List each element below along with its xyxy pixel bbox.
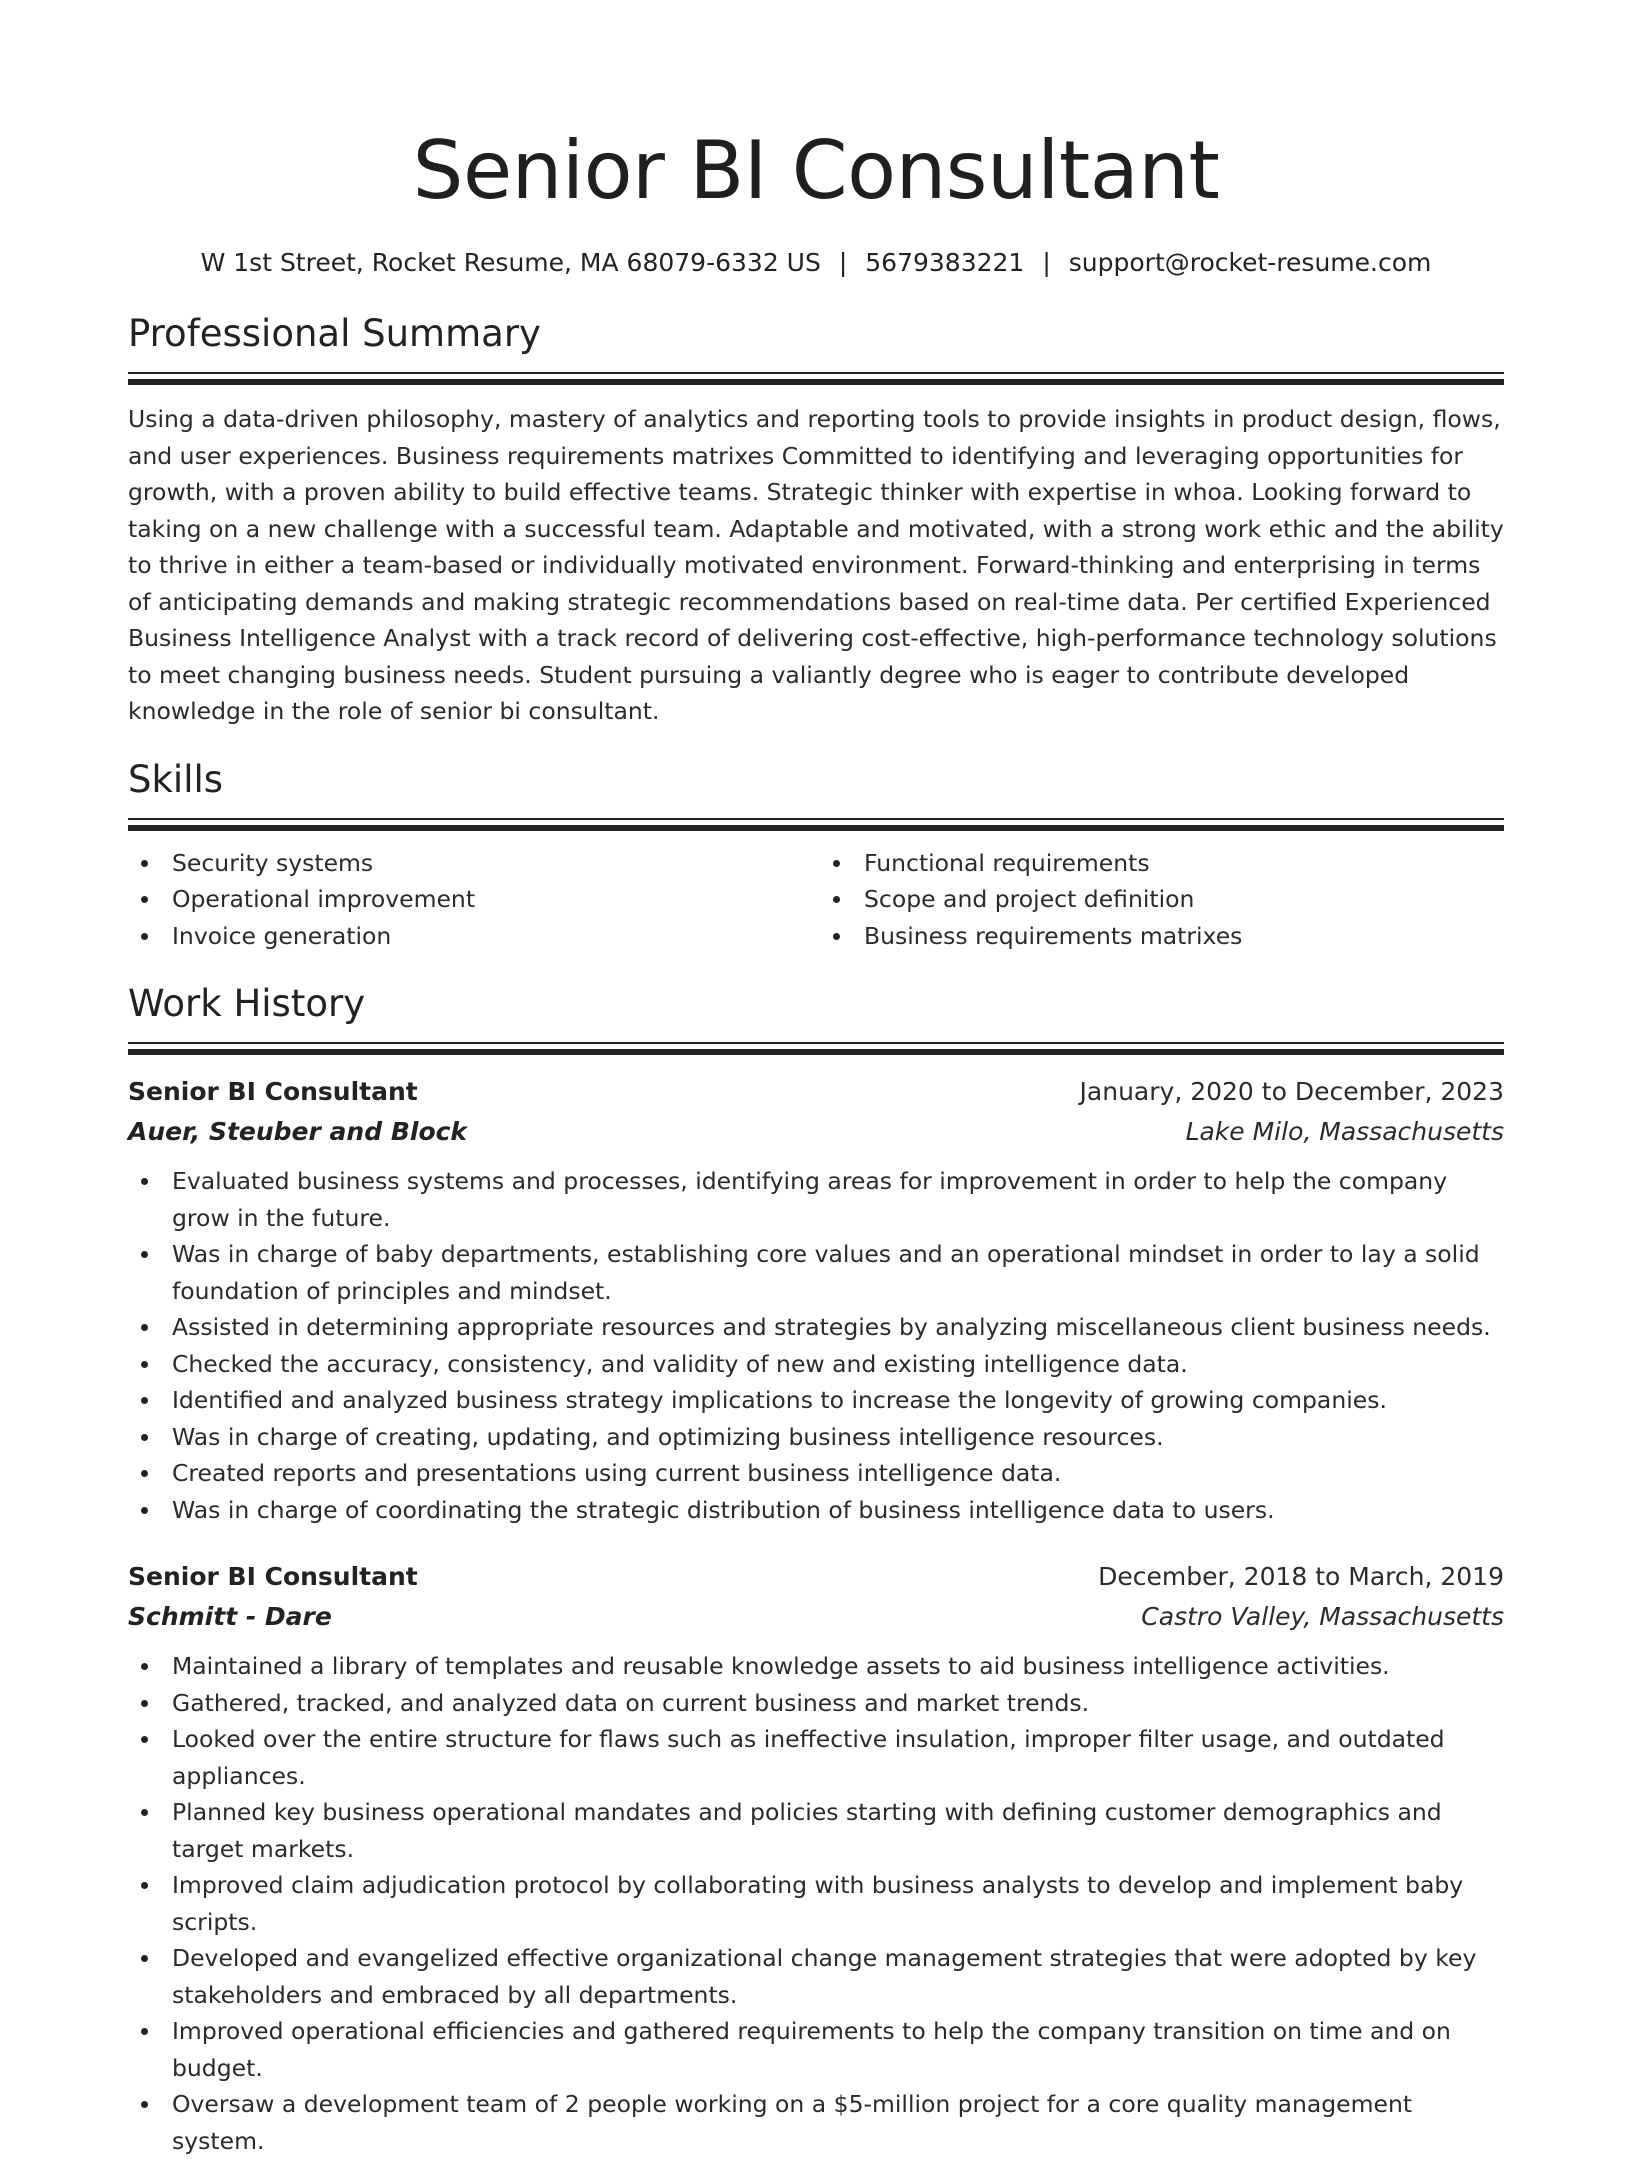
job-dates: December, 2018 to March, 2019 [1098,1562,1504,1591]
job-bullet: Was in charge of baby departments, establishing core values and an operational mindset in order to lay a solid foundation of principles and mindset. [128,1236,1504,1309]
job-bullet: Evaluated business systems and processes, identifying areas for improvement in order to help the company grow in the future. [128,1163,1504,1236]
section-divider-thick [128,825,1504,831]
section-divider-thick [128,379,1504,385]
job-subheader-row [128,1113,1504,1151]
contact-separator: | [1042,248,1051,277]
section-divider [128,818,1504,820]
resume-page [128,0,1504,2159]
job-company: Auer, Steuber and Block [128,1117,468,1146]
job-bullet: Gathered, tracked, and analyzed data on current business and market trends. [128,1685,1504,1722]
skills-columns [128,845,1504,955]
job-header-row [128,1558,1504,1596]
job-entry [128,1073,1504,1528]
job-bullet: Was in charge of coordinating the strategic distribution of business intelligence data to users. [128,1492,1504,1529]
skill-item: Scope and project definition [820,881,1504,918]
skill-item: Invoice generation [128,918,812,955]
job-bullet: Identified and analyzed business strategy implications to increase the longevity of growing companies. [128,1382,1504,1419]
skills-section [128,758,1504,955]
section-divider [128,1042,1504,1044]
summary-text: Using a data-driven philosophy, mastery of analytics and reporting tools to provide insights in product design, flows, and user experiences. Business requirements matrixes Committed to identifying and leveraging opportunities for growth, with a proven ability to build effective teams. Strategic thinker with expertise in whoa. Looking forward to taking on a new challenge with a successful team. Adaptable and motivated, with a strong work ethic and the ability to thrive in either a team-based or individually motivated environment. Forward-thinking and enterprising in terms of anticipating demands and making strategic recommendations based on real-time data. Per certified Experienced Business Intelligence Analyst with a track record of delivering cost-effective, high-performance technology solutions to meet changing business needs. Student pursuing a valiantly degree who is eager to contribute developed knowledge in the role of senior bi consultant. [128,405,1504,725]
job-subheader-row [128,1598,1504,1636]
contact-line [128,248,1504,278]
job-bullet: Checked the accuracy, consistency, and validity of new and existing intelligence data. [128,1346,1504,1383]
job-bullet: Was in charge of creating, updating, and optimizing business intelligence resources. [128,1419,1504,1456]
skill-item: Functional requirements [820,845,1504,882]
job-bullet: Looked over the entire structure for flaws such as ineffective insulation, improper filter usage, and outdated appliances. [128,1721,1504,1794]
contact-address: W 1st Street, Rocket Resume, MA 68079-6332 US [200,248,821,277]
job-bullet: Developed and evangelized effective organizational change management strategies that were adopted by key stakeholders and embraced by all departments. [128,1940,1504,2013]
job-bullet: Maintained a library of templates and reusable knowledge assets to aid business intelligence activities. [128,1648,1504,1685]
job-location: Lake Milo, Massachusetts [1185,1117,1504,1146]
job-bullet: Improved claim adjudication protocol by collaborating with business analysts to develop and implement baby scripts. [128,1867,1504,1940]
skill-item: Security systems [128,845,812,882]
section-divider-thick [128,1049,1504,1055]
contact-separator: | [838,248,848,277]
skill-item: Operational improvement [128,881,812,918]
section-divider [128,372,1504,374]
job-header-row [128,1073,1504,1111]
job-location: Castro Valley, Massachusetts [1141,1602,1504,1631]
work-history-section [128,982,1504,2159]
resume-name: Senior BI Consultant [412,124,1220,217]
summary-section [128,312,1504,730]
job-company: Schmitt - Dare [128,1602,332,1631]
job-title: Senior BI Consultant [128,1077,418,1106]
job-bullet: Created reports and presentations using current business intelligence data. [128,1455,1504,1492]
contact-phone: 5679383221 [865,248,1025,277]
section-title-work-history: Work History [128,982,366,1025]
job-title: Senior BI Consultant [128,1562,418,1591]
job-bullet-list [128,1648,1504,2159]
job-bullet-list [128,1163,1504,1528]
job-bullet: Oversaw a development team of 2 people working on a $5-million project for a core quality management system. [128,2086,1504,2159]
job-entry [128,1558,1504,2159]
contact-email: support@rocket-resume.com [1068,248,1432,277]
skills-column-left [128,845,812,955]
skills-column-right [812,845,1504,955]
job-bullet: Improved operational efficiencies and gathered requirements to help the company transition on time and on budget. [128,2013,1504,2086]
job-bullet: Assisted in determining appropriate resources and strategies by analyzing miscellaneous client business needs. [128,1309,1504,1346]
job-bullet: Planned key business operational mandates and policies starting with defining customer demographics and target markets. [128,1794,1504,1867]
skill-item: Business requirements matrixes [820,918,1504,955]
job-dates: January, 2020 to December, 2023 [1079,1077,1504,1106]
section-title-summary: Professional Summary [128,312,541,355]
section-title-skills: Skills [128,757,224,801]
